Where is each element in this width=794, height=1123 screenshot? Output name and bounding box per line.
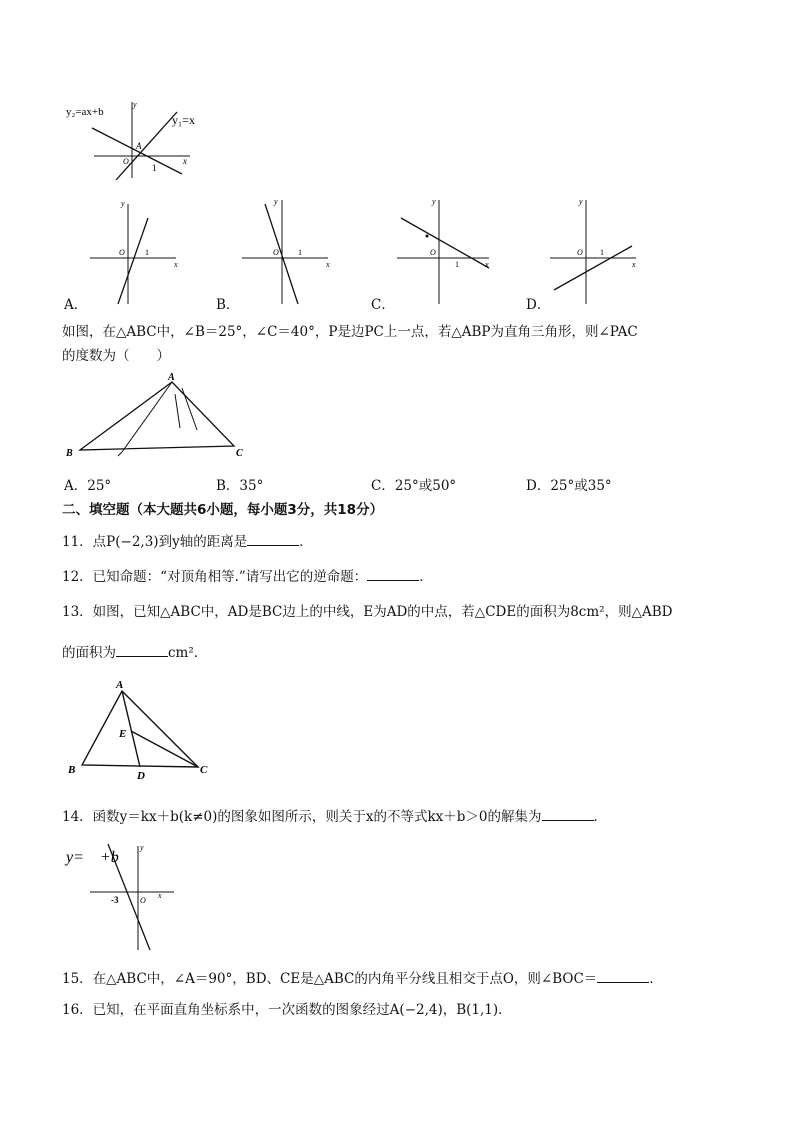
svg-text:y: y — [274, 197, 278, 206]
q10-stem-line2: 的度数为（ ） — [62, 348, 170, 364]
svg-text:-3: -3 — [111, 895, 119, 905]
label-x: x — [183, 156, 187, 166]
line-y1 — [116, 112, 177, 180]
svg-text:1: 1 — [298, 248, 302, 257]
answer-blank[interactable] — [116, 644, 168, 657]
q14-graph — [62, 840, 182, 955]
answer-blank[interactable] — [542, 808, 594, 821]
label-O: O — [123, 157, 129, 166]
q16: 16．已知，在平面直角坐标系中，一次函数的图象经过A(−2,4)，B(1,1)． — [62, 1002, 512, 1018]
svg-text:x: x — [485, 260, 489, 269]
fig-label-B: B — [66, 448, 73, 459]
label-1: 1 — [152, 163, 157, 173]
q10-triangle-figure — [62, 370, 252, 465]
q12: 12．已知命题：“对顶角相等.”请写出它的逆命题： ． — [62, 569, 433, 585]
svg-text:y: y — [579, 197, 583, 206]
svg-text:1: 1 — [145, 248, 149, 257]
q10-option-d[interactable]: D．25°或35° — [526, 478, 612, 494]
svg-text:x: x — [174, 260, 178, 269]
fig-label-C: C — [200, 764, 208, 776]
svg-text:x: x — [326, 260, 330, 269]
answer-blank[interactable] — [597, 970, 649, 983]
line-y2 — [92, 128, 182, 174]
q10-stem-line1: 如图，在△ABC中，∠B＝25°，∠C＝40°，P是边PC上一点，若△ABP为直角三角形，则∠PAC — [62, 324, 638, 340]
svg-text:1: 1 — [455, 260, 459, 269]
svg-text:O: O — [577, 248, 583, 257]
svg-text:y: y — [140, 843, 144, 852]
svg-text:y: y — [121, 199, 125, 208]
svg-text:O: O — [119, 248, 125, 257]
q9-option-c[interactable]: C． — [371, 297, 395, 313]
q13-line2: 的面积为 cm²． — [62, 645, 208, 661]
fig-label-C: C — [236, 448, 243, 459]
fig-label-A: A — [116, 679, 124, 691]
y2-label: y₂=ax+b — [66, 106, 104, 118]
q9-main-graph — [62, 98, 202, 180]
fig-label-B: B — [68, 764, 76, 776]
q10-option-b[interactable]: B．35° — [216, 478, 264, 494]
svg-text:O: O — [430, 248, 436, 257]
q10-option-a[interactable]: A．25° — [64, 478, 112, 494]
label-y: y — [133, 100, 137, 109]
q14: 14．函数y＝kx＋b(k≠0)的图象如图所示，则关于x的不等式kx＋b＞0的解集为 ． — [62, 809, 607, 825]
q9-option-a[interactable]: A． — [64, 297, 88, 313]
answer-blank[interactable] — [367, 568, 419, 581]
q13-line1: 13．如图，已知△ABC中，AD是BC边上的中线，E为AD的中点，若△CDE的面积为8cm²，则△ABD — [62, 604, 673, 620]
section-2-title: 二、填空题（本大题共6小题，每小题3分，共18分） — [62, 502, 384, 518]
q15: 15．在△ABC中，∠A＝90°，BD、CE是△ABC的内角平分线且相交于点O，则∠BOC＝ ． — [62, 971, 663, 987]
fig-label-A: A — [168, 372, 175, 383]
svg-text:x: x — [632, 260, 636, 269]
svg-text:y: y — [432, 197, 436, 206]
q9-option-d[interactable]: D． — [526, 297, 551, 313]
q9-option-a-graph — [88, 196, 183, 306]
svg-text:O: O — [273, 248, 279, 257]
q11: 11．点P(−2,3)到y轴的距离是 ． — [62, 534, 313, 550]
svg-text:x: x — [158, 891, 162, 900]
fig-label-E: E — [119, 728, 127, 740]
q10-option-c[interactable]: C．25°或50° — [371, 478, 457, 494]
fig-label-D: D — [137, 770, 145, 782]
svg-text:1: 1 — [600, 248, 604, 257]
q9-option-d-graph — [548, 196, 643, 306]
y1-label: y₁=x — [172, 113, 195, 127]
svg-text:O: O — [140, 896, 146, 905]
label-A: A — [136, 141, 142, 151]
q9-option-b[interactable]: B． — [216, 297, 240, 313]
q9-option-b-graph — [240, 196, 335, 306]
q13-triangle-figure — [62, 675, 222, 783]
q9-option-c-graph — [393, 196, 493, 306]
function-label: y= +b — [66, 849, 119, 866]
answer-blank[interactable] — [247, 533, 299, 546]
